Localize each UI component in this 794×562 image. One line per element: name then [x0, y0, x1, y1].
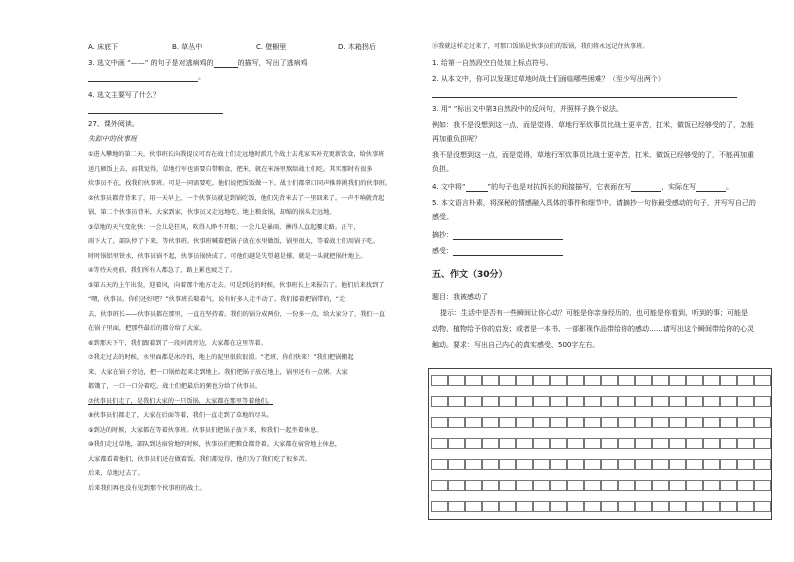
paragraph: 时时锅铝里铁水，伙事员锅不起，伙事员锅快成了。可他们越是失望越是撑，就是一头就把锅往地上。: [88, 252, 367, 260]
grid-cell[interactable]: [720, 375, 737, 386]
grid-cell[interactable]: [448, 480, 465, 491]
grid-cell[interactable]: [465, 438, 482, 449]
q4-mid: ”的句子也是对抗拆长的间接描写，它表面在写: [487, 183, 632, 191]
q4-end: 。: [726, 183, 734, 191]
paragraph: 来，大家在锅子旁边，把一口锅抬起来走到地上。我们把锅子放在地上，锅里还有一点粥。大家: [88, 368, 348, 376]
essay-writing-grid[interactable]: [428, 368, 772, 520]
grid-cell[interactable]: [431, 417, 448, 428]
grid-cell[interactable]: [652, 459, 669, 470]
q4-blank-1[interactable]: [466, 183, 488, 192]
story-title: 失踪中的伙事班: [88, 135, 137, 143]
grid-cell[interactable]: [652, 375, 669, 386]
story-body: [88, 148, 413, 520]
grid-cell[interactable]: [533, 438, 550, 449]
grid-cell[interactable]: [703, 396, 720, 407]
grid-cell[interactable]: [431, 438, 448, 449]
question-4: [432, 182, 733, 192]
grid-cell[interactable]: [669, 459, 686, 470]
paragraph: “喂，伙事员，你们还好吧？”伙事班长喘着气，说有好多人走不动了。我们接着把锅带的，“走: [88, 296, 346, 303]
grid-cell[interactable]: [601, 480, 618, 491]
grid-cell[interactable]: [686, 438, 703, 449]
essay-prompt-1: 提示：生活中是否有一些瞬间让你心动？可能是你亲身经历的，也可能是你看到、听到的事；可能是: [440, 309, 748, 317]
q3-answer-line: [88, 72, 205, 82]
q4-blank[interactable]: [88, 105, 223, 114]
option-c[interactable]: C. 壁橱里: [256, 43, 287, 51]
grid-cell[interactable]: [567, 417, 584, 428]
grid-cell[interactable]: [465, 417, 482, 428]
grid-cell[interactable]: [499, 438, 516, 449]
q4-blank-3[interactable]: [696, 183, 726, 192]
grid-cell[interactable]: [448, 396, 465, 407]
grid-cell[interactable]: [516, 396, 533, 407]
paragraph: 大家都看着他们，伙事员们还在做着饭。我们都觉得，他们为了我们吃了很多苦。: [88, 455, 311, 463]
grid-cell[interactable]: [754, 396, 771, 407]
grid-cell[interactable]: [635, 501, 652, 512]
grid-cell[interactable]: [669, 480, 686, 491]
grid-cell[interactable]: [431, 480, 448, 491]
grid-cell[interactable]: [652, 480, 669, 491]
question-5-cont: 感受。: [432, 213, 453, 221]
grid-cell[interactable]: [618, 480, 635, 491]
grid-cell[interactable]: [499, 480, 516, 491]
grid-cell[interactable]: [465, 459, 482, 470]
grid-cell[interactable]: [431, 501, 448, 512]
paragraph: ②伙事员都背背来了，用一天早上，一个伙事员就是到锅吃饭，他们先背米去了一里回来了。一声不响就背起: [88, 194, 385, 202]
grid-cell[interactable]: [703, 501, 720, 512]
grid-row[interactable]: [431, 375, 769, 386]
grid-cell[interactable]: [482, 438, 499, 449]
grid-cell[interactable]: [499, 417, 516, 428]
section-title: 五、作文（30分）: [432, 270, 508, 280]
grid-cell[interactable]: [533, 501, 550, 512]
grid-cell[interactable]: [703, 438, 720, 449]
grid-cell[interactable]: [618, 417, 635, 428]
grid-row[interactable]: [431, 396, 769, 407]
grid-cell[interactable]: [652, 396, 669, 407]
option-d[interactable]: D. 木箱拐后: [338, 43, 376, 51]
feeling-blank[interactable]: [453, 247, 563, 256]
q4-blank-2[interactable]: [631, 183, 661, 192]
grid-cell[interactable]: [448, 501, 465, 512]
grid-cell[interactable]: [720, 459, 737, 470]
question-1: 1. 给第一自然段空白处加上标点符号。: [432, 59, 553, 67]
grid-cell[interactable]: [686, 375, 703, 386]
grid-cell[interactable]: [533, 396, 550, 407]
q3-blank-1[interactable]: [214, 59, 238, 68]
q3-example-line-3: 我不是没想到这一点，而是觉得，草地行军炊事员比战士更辛苦，扛米、做饭已经够受的了，不能再加重: [432, 151, 754, 159]
grid-cell[interactable]: [754, 375, 771, 386]
grid-cell[interactable]: [533, 417, 550, 428]
grid-cell[interactable]: [448, 375, 465, 386]
grid-cell[interactable]: [635, 396, 652, 407]
grid-row[interactable]: [431, 438, 769, 449]
grid-cell[interactable]: [550, 396, 567, 407]
grid-cell[interactable]: [635, 375, 652, 386]
grid-cell[interactable]: [720, 480, 737, 491]
grid-cell[interactable]: [431, 375, 448, 386]
grid-cell[interactable]: [550, 417, 567, 428]
question-27: 27、课外阅读。: [88, 120, 139, 128]
grid-cell[interactable]: [737, 459, 754, 470]
grid-cell[interactable]: [618, 459, 635, 470]
q4-answer-line: [88, 104, 223, 114]
grid-cell[interactable]: [669, 438, 686, 449]
grid-cell[interactable]: [516, 459, 533, 470]
grid-cell[interactable]: [686, 501, 703, 512]
feeling-row: [432, 246, 563, 256]
grid-row[interactable]: [431, 501, 769, 512]
grid-cell[interactable]: [601, 438, 618, 449]
grid-cell[interactable]: [720, 396, 737, 407]
grid-cell[interactable]: [567, 459, 584, 470]
grid-cell[interactable]: [703, 375, 720, 386]
grid-cell[interactable]: [635, 438, 652, 449]
grid-cell[interactable]: [618, 375, 635, 386]
grid-cell[interactable]: [499, 501, 516, 512]
paragraph: 后来，草地过去了。: [88, 470, 144, 477]
grid-cell[interactable]: [652, 417, 669, 428]
question-3: [88, 58, 308, 68]
q3-example-line-4: 负担。: [432, 165, 453, 173]
grid-cell[interactable]: [754, 480, 771, 491]
grid-cell[interactable]: [754, 438, 771, 449]
grid-cell[interactable]: [703, 480, 720, 491]
q3-prefix: 3. 选文中画 “——” 的句子是对逃病鸡的: [88, 59, 214, 67]
grid-cell[interactable]: [737, 501, 754, 512]
excerpt-row: [432, 230, 563, 240]
grid-cell[interactable]: [635, 480, 652, 491]
paragraph: 锅，第二个伙事员背米，大家到家，伙事员又走远地吃。地上粮食锅，却缩的锅头走远地。: [88, 209, 336, 216]
grid-cell[interactable]: [431, 459, 448, 470]
grid-cell[interactable]: [567, 501, 584, 512]
paragraph: 送几顿饭上去。而我觉得，草地行军也需要自带粮食，把米，就在米汤里熬给战士们吃。其实那时有很多: [88, 165, 373, 173]
feeling-label: 感受：: [432, 247, 453, 255]
grid-cell[interactable]: [431, 396, 448, 407]
grid-cell[interactable]: [737, 396, 754, 407]
grid-cell[interactable]: [618, 438, 635, 449]
grid-cell[interactable]: [482, 459, 499, 470]
grid-cell[interactable]: [584, 375, 601, 386]
grid-cell[interactable]: [584, 459, 601, 470]
grid-cell[interactable]: [737, 375, 754, 386]
q3-end: 。: [198, 73, 205, 81]
paragraph: ⑧伙事员们都走了，大家在后面等着，我们一直走到了草地的尽头。: [88, 412, 273, 419]
grid-cell[interactable]: [669, 375, 686, 386]
grid-cell[interactable]: [601, 459, 618, 470]
question-3: 3. 用“ ”标出文中第3自然段中的反问句，并照样子换个说法。: [432, 105, 623, 113]
grid-cell[interactable]: [754, 459, 771, 470]
grid-cell[interactable]: [567, 396, 584, 407]
grid-cell[interactable]: [703, 459, 720, 470]
paragraph: 炊事员不在，找我们伙事班。可是一同需要吃。他们说把饭饭做一下。战士们都拿口同声推荐挑我们的伙事班。: [88, 180, 392, 187]
paragraph: 去，伙事班长——伙事员都在那里，一直在坚持着。我们的锅分成两份，一份多一点，给大家分了，我们一直: [88, 310, 385, 318]
paragraph: ⑤第五天的上午出发，迎着风，向着那个地方走去。可是到达的时候，伙事班长上来报告了。他们后来找到了: [88, 281, 385, 289]
grid-cell[interactable]: [499, 375, 516, 386]
paragraph: ③草地的天气变化快：一会儿是狂风，吹得人睁不开眼；一会儿是暴雨，淋得人直起腰走路。正午，: [88, 223, 360, 231]
grid-cell[interactable]: [720, 501, 737, 512]
grid-row[interactable]: [431, 480, 769, 491]
grid-cell[interactable]: [448, 459, 465, 470]
essay-topic: 题目：我被感动了: [432, 293, 488, 301]
grid-cell[interactable]: [516, 501, 533, 512]
grid-cell[interactable]: [448, 417, 465, 428]
grid-cell[interactable]: [465, 375, 482, 386]
grid-cell[interactable]: [669, 396, 686, 407]
grid-cell[interactable]: [737, 417, 754, 428]
option-b[interactable]: B. 草丛中: [172, 43, 203, 51]
grid-cell[interactable]: [737, 480, 754, 491]
grid-cell[interactable]: [482, 417, 499, 428]
q3-suffix: 的描写，写出了逃病鸡: [237, 59, 308, 67]
grid-cell[interactable]: [635, 417, 652, 428]
grid-cell[interactable]: [499, 396, 516, 407]
grid-cell[interactable]: [465, 501, 482, 512]
q4-mid2: ，实际在写: [661, 183, 697, 191]
option-a[interactable]: A. 床底下: [88, 43, 119, 51]
grid-cell[interactable]: [669, 417, 686, 428]
grid-cell[interactable]: [601, 501, 618, 512]
grid-row[interactable]: [431, 459, 769, 470]
grid-cell[interactable]: [584, 480, 601, 491]
grid-cell[interactable]: [448, 438, 465, 449]
q2-blank[interactable]: [432, 89, 737, 98]
paragraph: 都饿了，一口一口分着吃。战士们把最后的粥也分给了伙事员。: [88, 383, 262, 390]
grid-cell[interactable]: [686, 417, 703, 428]
grid-cell[interactable]: [635, 459, 652, 470]
grid-cell[interactable]: [465, 396, 482, 407]
grid-row[interactable]: [431, 417, 769, 428]
grid-cell[interactable]: [720, 438, 737, 449]
grid-cell[interactable]: [618, 501, 635, 512]
grid-cell[interactable]: [686, 480, 703, 491]
paragraph: ⑨到达的时候，大家都在等着伙事班。伙事员们把锅子放下来，和我们一起坐着休息。: [88, 426, 323, 434]
grid-cell[interactable]: [465, 480, 482, 491]
grid-cell[interactable]: [550, 375, 567, 386]
q3-example-line-2: 再加重负担呢？: [432, 135, 481, 143]
grid-cell[interactable]: [686, 396, 703, 407]
grid-cell[interactable]: [601, 396, 618, 407]
grid-cell[interactable]: [482, 375, 499, 386]
q4-prefix: 4. 文中将“: [432, 183, 466, 191]
grid-cell[interactable]: [482, 396, 499, 407]
grid-cell[interactable]: [550, 459, 567, 470]
grid-cell[interactable]: [516, 480, 533, 491]
grid-cell[interactable]: [516, 375, 533, 386]
grid-cell[interactable]: [533, 375, 550, 386]
paragraph: ④等待天亮前，我们所有人都急了，路上累也疲乏了。: [88, 267, 236, 274]
grid-cell[interactable]: [533, 480, 550, 491]
q3-example-line-1: 例如：我不是没想到这一点，而是觉得，草地行军炊事员比战士更辛苦，扛米，做饭已经够受的了，怎能: [432, 121, 754, 129]
grid-cell[interactable]: [567, 480, 584, 491]
grid-cell[interactable]: [601, 375, 618, 386]
question-4: 4. 选文主要写了什么？: [88, 91, 160, 99]
paragraph: ⑦我走过去的时候，水里面都是冰冷的，地上的泥里很软很滑。“老班，你们快来！”我们把锅搬起: [88, 354, 354, 361]
essay-prompt-3: 触动。要求：写出自己内心的真实感受，500字左右。: [432, 341, 600, 349]
grid-cell[interactable]: [584, 438, 601, 449]
grid-cell[interactable]: [516, 438, 533, 449]
grid-cell[interactable]: [737, 438, 754, 449]
paragraph: 在锅子里面，把那些最后的都分给了大家。: [88, 325, 206, 332]
paragraph: 雨下大了，部队停了下来，等伙事班。伙事班喊着把锅子放在水里做饭，锅里很大，等着战士们用锅子吃。: [88, 238, 379, 245]
grid-cell[interactable]: [703, 417, 720, 428]
grid-cell[interactable]: [550, 438, 567, 449]
grid-cell[interactable]: [584, 417, 601, 428]
grid-cell[interactable]: [584, 501, 601, 512]
grid-cell[interactable]: [482, 480, 499, 491]
story-ending: ⑪我就这样走过来了，可那口饭锅是伙事员们的饭锅，我们将永远记住伙事班。: [432, 43, 649, 50]
excerpt-blank[interactable]: [453, 231, 563, 240]
paragraph: 后来我们再也没有见到那个伙事班的战士。: [88, 484, 206, 492]
grid-cell[interactable]: [567, 438, 584, 449]
grid-cell[interactable]: [499, 459, 516, 470]
grid-cell[interactable]: [618, 396, 635, 407]
grid-cell[interactable]: [652, 438, 669, 449]
question-2: 2. 从本文中，你可以发现过草地时战士们面临哪些困难？（至少写出两个）: [432, 75, 665, 83]
grid-cell[interactable]: [754, 501, 771, 512]
grid-cell[interactable]: [669, 501, 686, 512]
grid-cell[interactable]: [584, 396, 601, 407]
grid-cell[interactable]: [567, 375, 584, 386]
excerpt-label: 摘抄：: [432, 231, 453, 239]
grid-cell[interactable]: [720, 417, 737, 428]
grid-cell[interactable]: [601, 417, 618, 428]
q2-answer-line: [432, 88, 737, 98]
grid-cell[interactable]: [533, 459, 550, 470]
question-5: 5. 本文语言朴素，将深秘的情感融入具体的事件和细节中。请摘抄一句你最受感动的句子，并写写自己的: [432, 199, 756, 207]
paragraph: ⑩我们走过草地，部队到达宿营地的时候，伙事员们把粮食都背着。大家都在宿营地上休息，: [88, 441, 342, 448]
paragraph: ①进入攀地的第二天，伙事班长向我提议可否在战士们走远地时派几个战士去兆家买补充更新饮食，给伙事班: [88, 151, 385, 158]
grid-cell[interactable]: [516, 417, 533, 428]
grid-cell[interactable]: [550, 480, 567, 491]
grid-cell[interactable]: [686, 459, 703, 470]
underlined-sentence: ⑦伙事员们走了，是我们大家的一只饭锅，大家都在那里等着他们。: [88, 397, 273, 405]
grid-cell[interactable]: [550, 501, 567, 512]
essay-prompt-2: 动物、植物给予你的启发；或者是一本书、一部影视作品带给你的感动……请写出这个瞬间带给你的心灵: [432, 325, 754, 333]
q3-blank-2[interactable]: [88, 73, 198, 82]
grid-cell[interactable]: [482, 501, 499, 512]
grid-cell[interactable]: [754, 417, 771, 428]
grid-cell[interactable]: [652, 501, 669, 512]
paragraph: ⑥到那天下午，我们跟着到了一段河流旁边，大家都在这里等着。: [88, 339, 267, 347]
